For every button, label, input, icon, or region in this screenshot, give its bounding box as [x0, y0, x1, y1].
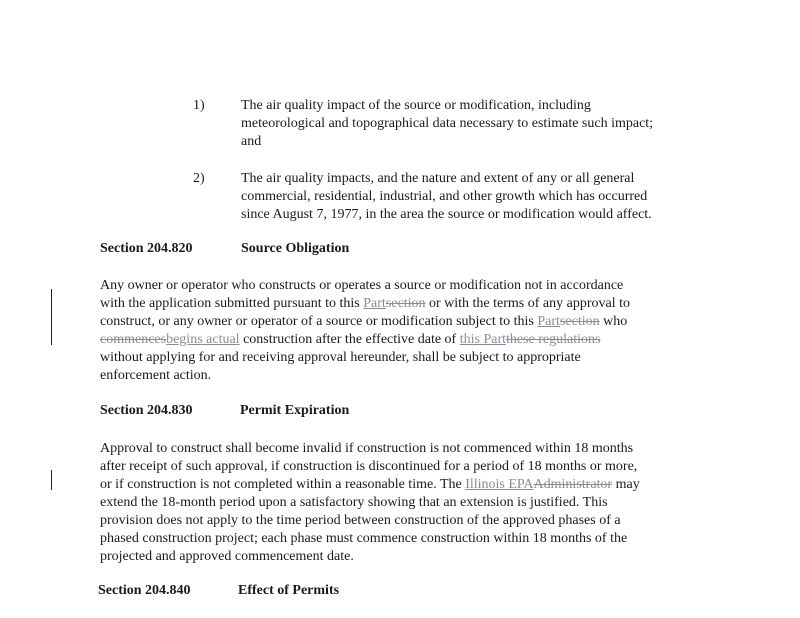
section-title: Permit Expiration [240, 403, 350, 418]
paragraph-line: enforcement action. [100, 368, 212, 383]
item-text-line: commercial, residential, industrial, and other growth which has occurred [241, 189, 648, 204]
paragraph-line: Approval to construct shall become invalid if construction is not commenced within 18 months [100, 441, 634, 456]
deleted-text: section [385, 296, 426, 311]
deleted-text: these regulations [506, 332, 601, 347]
paragraph-line: Any owner or operator who constructs or operates a source or modification not in accordance [100, 278, 624, 293]
paragraph-line [100, 476, 640, 494]
paragraph-line [100, 331, 600, 349]
item-number: 1) [193, 98, 205, 113]
paragraph-line: after receipt of such approval, if construction is discontinued for a period of 18 months or more, [100, 459, 638, 474]
change-bar [51, 470, 52, 490]
text-run: construct, or any owner or operator of a source or modification subject to this [100, 314, 538, 329]
section-title: Source Obligation [241, 241, 350, 256]
paragraph-line: projected and approved commencement date. [100, 549, 354, 564]
item-text-line: since August 7, 1977, in the area the source or modification would affect. [241, 207, 652, 222]
text-run: or with the terms of any approval to [425, 296, 630, 311]
paragraph-line: without applying for and receiving approval hereunder, shall be subject to appropriate [100, 350, 581, 365]
section-number: Section 204.830 [100, 403, 193, 418]
text-run: who [599, 314, 628, 329]
deleted-text: section [559, 314, 600, 329]
section-number: Section 204.840 [98, 583, 191, 598]
text-run: with the application submitted pursuant to this [100, 296, 364, 311]
paragraph-line [100, 295, 630, 313]
inserted-text: begins actual [166, 332, 240, 347]
text-run: or if construction is not completed within a reasonable time. The [100, 477, 466, 492]
inserted-text: this Part [459, 332, 506, 347]
item-text-line: meteorological and topographical data necessary to estimate such impact; [241, 116, 654, 131]
text-run: may [612, 477, 640, 492]
item-text-line: and [241, 134, 262, 149]
item-text-line: The air quality impacts, and the nature and extent of any or all general [241, 171, 635, 186]
paragraph-line: extend the 18-month period upon a satisfactory showing that an extension is justified. This [100, 495, 608, 510]
paragraph-line [100, 313, 627, 331]
inserted-text: Part [537, 314, 560, 329]
deleted-text: Administrator [533, 477, 613, 492]
inserted-text: Illinois EPA [465, 477, 534, 492]
item-number: 2) [193, 171, 205, 186]
paragraph-line: phased construction project; each phase must commence construction within 18 months of the [100, 531, 628, 546]
item-text-line: The air quality impact of the source or modification, including [241, 98, 591, 113]
paragraph-line: provision does not apply to the time period between construction of the approved phases of a [100, 513, 621, 528]
text-run: construction after the effective date of [239, 332, 460, 347]
inserted-text: Part [363, 296, 386, 311]
change-bar [51, 289, 52, 345]
section-title: Effect of Permits [238, 583, 340, 598]
section-number: Section 204.820 [100, 241, 193, 256]
deleted-text: commences [100, 332, 167, 347]
